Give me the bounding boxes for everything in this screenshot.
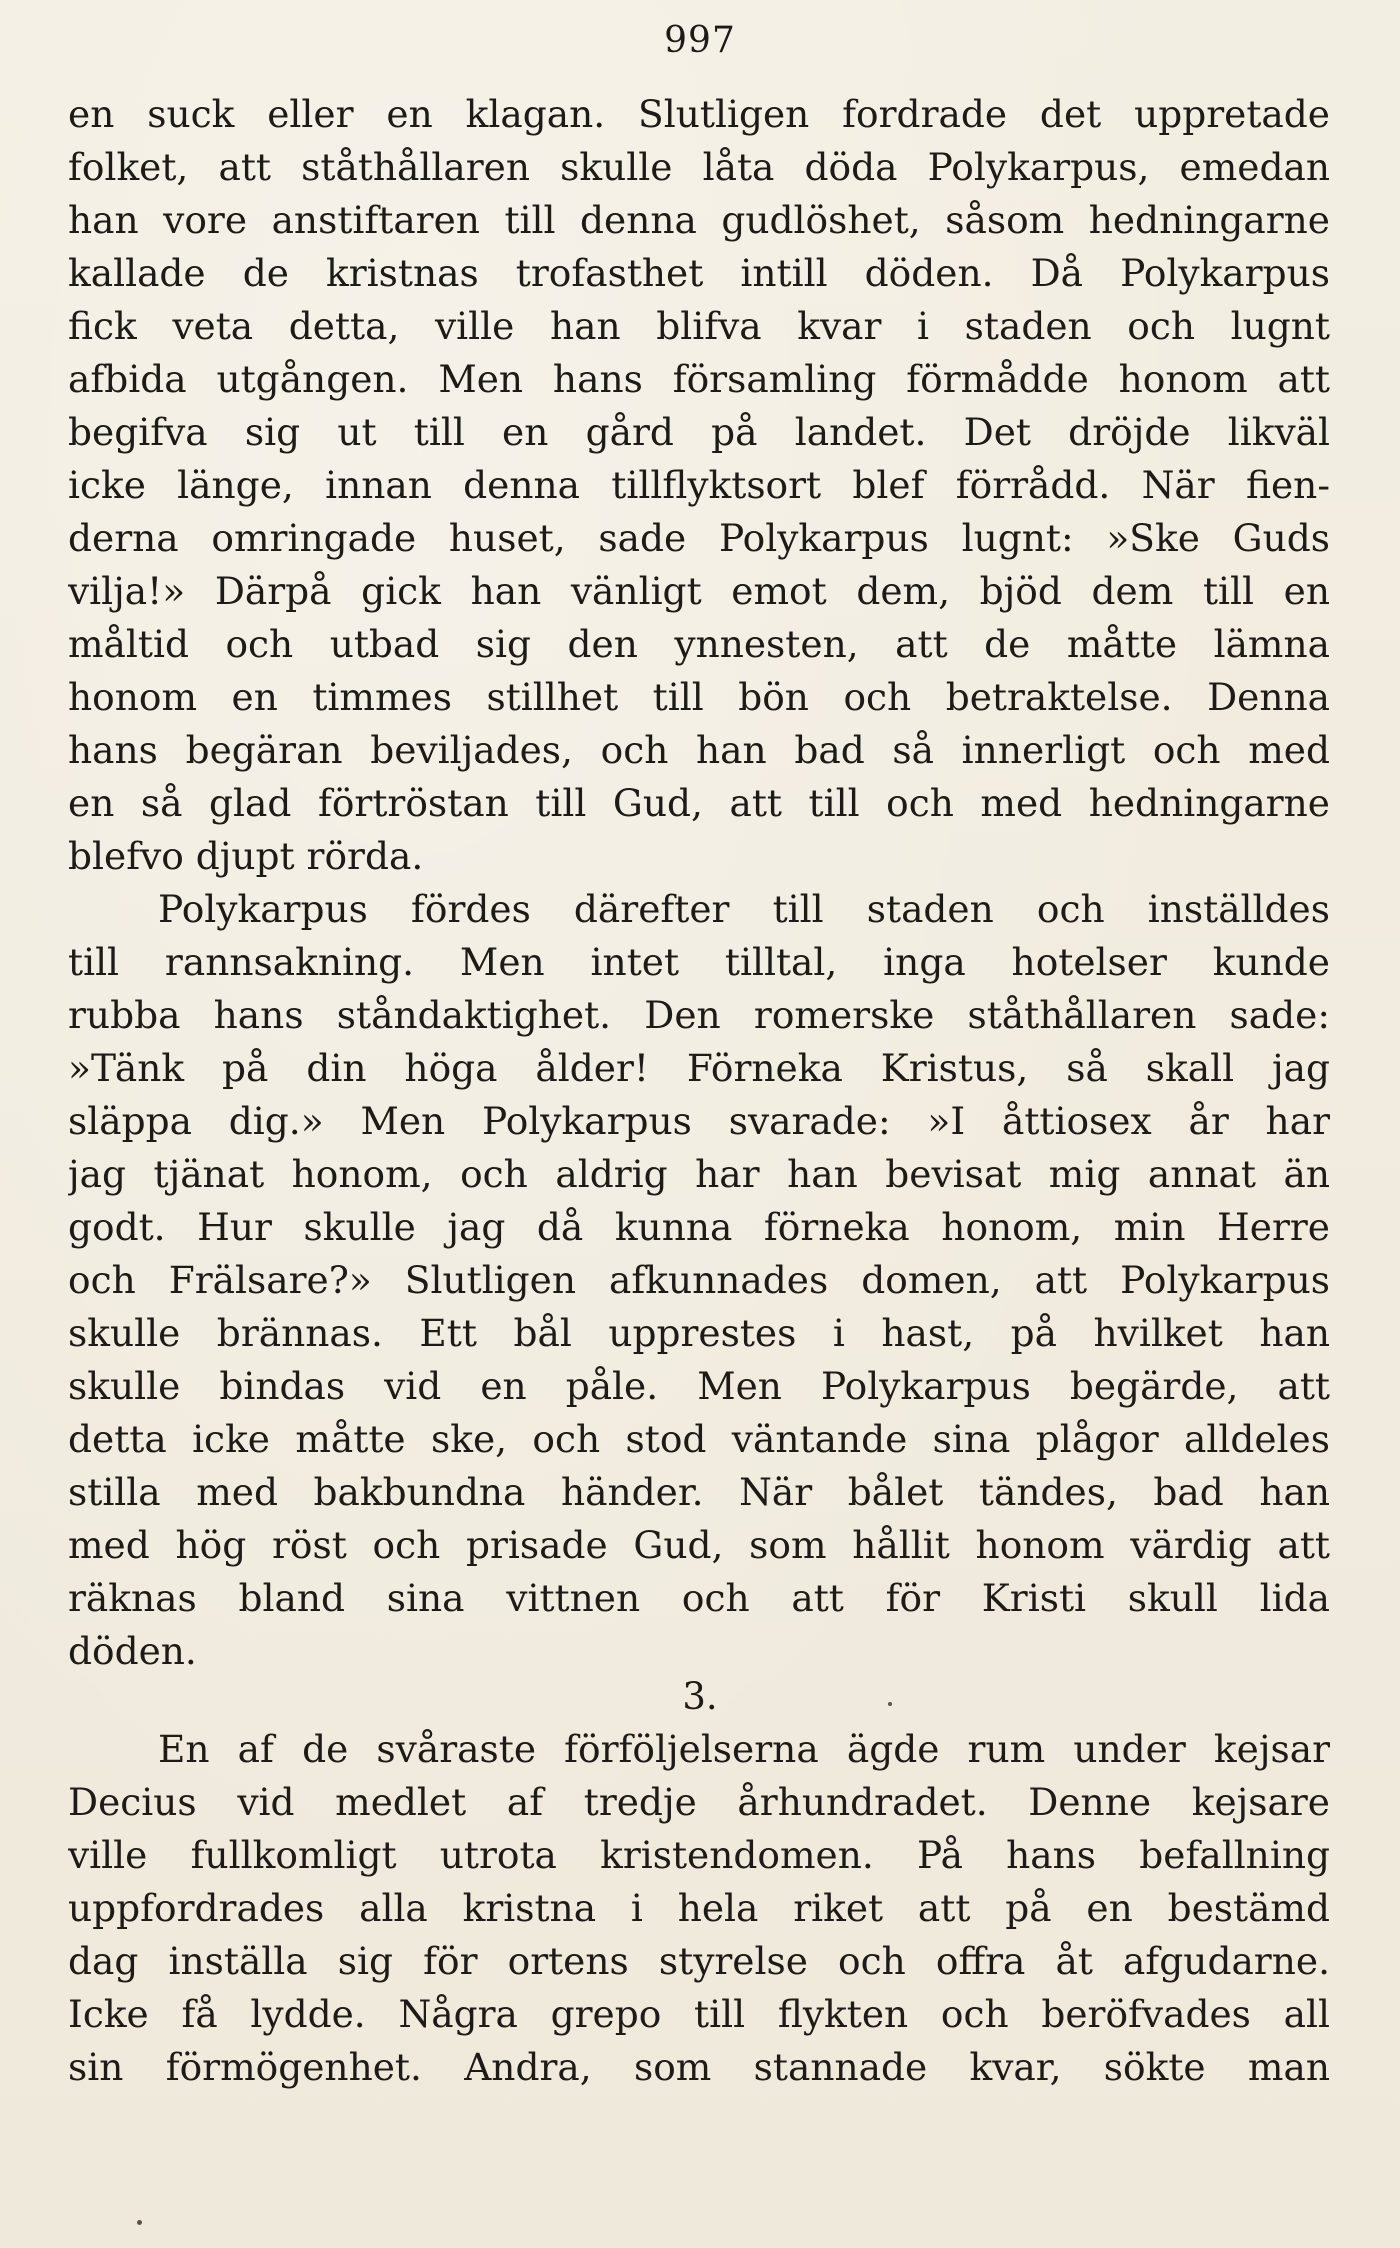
text-line: en så glad förtröstan till Gud, att till och med hedningarne <box>68 781 1330 825</box>
text-line: folket, att ståthållaren skulle låta döda Polykarpus, emedan <box>68 145 1330 189</box>
text-line: En af de svåraste förföljelserna ägde rum under kejsar <box>158 1727 1330 1771</box>
paragraph-1 <box>68 88 1330 883</box>
text-line: detta icke måtte ske, och stod väntande sina plågor alldeles <box>68 1417 1330 1461</box>
text-line: hans begäran beviljades, och han bad så innerligt och med <box>68 728 1330 772</box>
text-line: »Tänk på din höga ålder! Förneka Kristus, så skall jag <box>68 1046 1330 1090</box>
text-line: icke länge, innan denna tillflyktsort blef förrådd. När fien- <box>68 463 1330 507</box>
text-line: skulle brännas. Ett bål upprestes i hast, på hvilket han <box>68 1311 1330 1355</box>
paper-speck <box>137 2220 142 2225</box>
paragraph-2 <box>68 883 1330 1678</box>
paper-speck <box>888 1702 892 1706</box>
text-line: begifva sig ut till en gård på landet. Det dröjde likväl <box>68 410 1330 454</box>
text-line: räknas bland sina vittnen och att för Kristi skull lida <box>68 1576 1330 1620</box>
text-line: han vore anstiftaren till denna gudlöshet, såsom hedningarne <box>68 198 1330 242</box>
text-line: afbida utgången. Men hans församling förmådde honom att <box>68 357 1330 401</box>
text-line: skulle bindas vid en påle. Men Polykarpus begärde, att <box>68 1364 1330 1408</box>
text-line: blefvo djupt rörda. <box>68 834 424 878</box>
paragraph-3 <box>68 1723 1330 2094</box>
text-line: godt. Hur skulle jag då kunna förneka honom, min Herre <box>68 1205 1330 1249</box>
text-line: en suck eller en klagan. Slutligen fordrade det uppretade <box>68 92 1330 136</box>
text-line: fick veta detta, ville han blifva kvar i staden och lugnt <box>68 304 1330 348</box>
text-line: Icke få lydde. Några grepo till flykten och beröfvades all <box>68 1992 1330 2036</box>
text-line: kallade de kristnas trofasthet intill döden. Då Polykarpus <box>68 251 1330 295</box>
text-line: ville fullkomligt utrota kristendomen. På hans befallning <box>68 1833 1330 1877</box>
text-line: honom en timmes stillhet till bön och betraktelse. Denna <box>68 675 1330 719</box>
text-line: till rannsakning. Men intet tilltal, inga hotelser kunde <box>68 940 1330 984</box>
text-line: uppfordrades alla kristna i hela riket att på en bestämd <box>68 1886 1330 1930</box>
text-line: dag inställa sig för ortens styrelse och offra åt afgudarne. <box>68 1939 1330 1983</box>
text-line: vilja!» Därpå gick han vänligt emot dem, bjöd dem till en <box>68 569 1330 613</box>
text-line: och Frälsare?» Slutligen afkunnades domen, att Polykarpus <box>68 1258 1330 1302</box>
text-line: derna omringade huset, sade Polykarpus lugnt: »Ske Guds <box>68 516 1330 560</box>
text-line: Decius vid medlet af tredje århundradet. Denne kejsare <box>68 1780 1330 1824</box>
text-line: med hög röst och prisade Gud, som hållit honom värdig att <box>68 1523 1330 1567</box>
text-line: måltid och utbad sig den ynnesten, att de måtte lämna <box>68 622 1330 666</box>
text-line: döden. <box>68 1629 197 1673</box>
text-line: jag tjänat honom, och aldrig har han bevisat mig annat än <box>68 1152 1330 1196</box>
text-line: rubba hans ståndaktighet. Den romerske ståthållaren sade: <box>68 993 1330 1037</box>
text-line: stilla med bakbundna händer. När bålet tändes, bad han <box>68 1470 1330 1514</box>
section-number: 3. <box>682 1675 718 1718</box>
text-line: släppa dig.» Men Polykarpus svarade: »I åttiosex år har <box>68 1099 1330 1143</box>
text-line: Polykarpus fördes därefter till staden och inställdes <box>158 887 1330 931</box>
text-line: sin förmögenhet. Andra, som stannade kvar, sökte man <box>68 2045 1330 2089</box>
page-number: 997 <box>664 20 736 61</box>
